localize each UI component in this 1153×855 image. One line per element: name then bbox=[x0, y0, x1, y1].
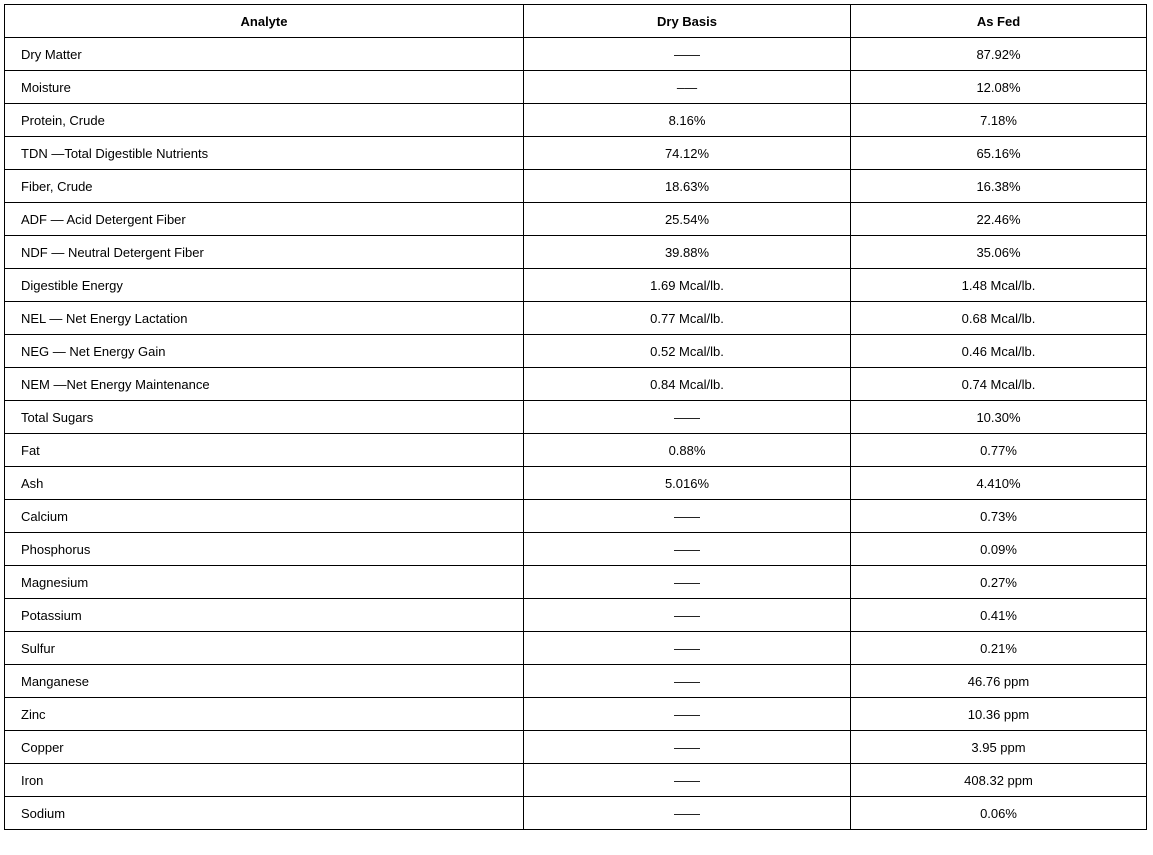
header-analyte: Analyte bbox=[5, 5, 524, 38]
analyte-cell: NDF — Neutral Detergent Fiber bbox=[5, 236, 524, 269]
table-row bbox=[5, 170, 1147, 203]
table-row bbox=[5, 632, 1147, 665]
dry-basis-cell: –— bbox=[524, 71, 851, 104]
table-row bbox=[5, 797, 1147, 830]
as-fed-cell: 16.38% bbox=[851, 170, 1147, 203]
table-row bbox=[5, 665, 1147, 698]
table-row bbox=[5, 137, 1147, 170]
dry-basis-cell: —— bbox=[524, 698, 851, 731]
analyte-cell: Total Sugars bbox=[5, 401, 524, 434]
analyte-cell: Ash bbox=[5, 467, 524, 500]
as-fed-cell: 1.48 Mcal/lb. bbox=[851, 269, 1147, 302]
analyte-cell: Dry Matter bbox=[5, 38, 524, 71]
analyte-cell: Sodium bbox=[5, 797, 524, 830]
dry-basis-cell: —— bbox=[524, 38, 851, 71]
as-fed-cell: 0.46 Mcal/lb. bbox=[851, 335, 1147, 368]
as-fed-cell: 4.410% bbox=[851, 467, 1147, 500]
as-fed-cell: 0.74 Mcal/lb. bbox=[851, 368, 1147, 401]
analyte-cell: TDN —Total Digestible Nutrients bbox=[5, 137, 524, 170]
header-dry-basis: Dry Basis bbox=[524, 5, 851, 38]
analyte-cell: NEL — Net Energy Lactation bbox=[5, 302, 524, 335]
as-fed-cell: 10.30% bbox=[851, 401, 1147, 434]
dry-basis-cell: 0.77 Mcal/lb. bbox=[524, 302, 851, 335]
table-row bbox=[5, 401, 1147, 434]
dry-basis-cell: 0.88% bbox=[524, 434, 851, 467]
table-row bbox=[5, 104, 1147, 137]
dry-basis-cell: 0.84 Mcal/lb. bbox=[524, 368, 851, 401]
as-fed-cell: 22.46% bbox=[851, 203, 1147, 236]
table-row bbox=[5, 236, 1147, 269]
analyte-cell: Digestible Energy bbox=[5, 269, 524, 302]
dry-basis-cell: —— bbox=[524, 731, 851, 764]
table-row bbox=[5, 764, 1147, 797]
table-row bbox=[5, 731, 1147, 764]
dry-basis-cell: —— bbox=[524, 566, 851, 599]
dry-basis-cell: —— bbox=[524, 599, 851, 632]
table-row bbox=[5, 434, 1147, 467]
dry-basis-cell: —— bbox=[524, 764, 851, 797]
as-fed-cell: 65.16% bbox=[851, 137, 1147, 170]
as-fed-cell: 35.06% bbox=[851, 236, 1147, 269]
dry-basis-cell: —— bbox=[524, 632, 851, 665]
analyte-cell: Calcium bbox=[5, 500, 524, 533]
as-fed-cell: 0.77% bbox=[851, 434, 1147, 467]
as-fed-cell: 0.73% bbox=[851, 500, 1147, 533]
as-fed-cell: 0.27% bbox=[851, 566, 1147, 599]
dry-basis-cell: 5.016% bbox=[524, 467, 851, 500]
table-row bbox=[5, 302, 1147, 335]
as-fed-cell: 0.06% bbox=[851, 797, 1147, 830]
analyte-cell: ADF — Acid Detergent Fiber bbox=[5, 203, 524, 236]
dry-basis-cell: —— bbox=[524, 665, 851, 698]
table-row bbox=[5, 467, 1147, 500]
table-row bbox=[5, 368, 1147, 401]
header-row bbox=[5, 5, 1147, 38]
dry-basis-cell: —— bbox=[524, 797, 851, 830]
as-fed-cell: 3.95 ppm bbox=[851, 731, 1147, 764]
table-row bbox=[5, 599, 1147, 632]
analyte-cell: Manganese bbox=[5, 665, 524, 698]
analyte-cell: NEG — Net Energy Gain bbox=[5, 335, 524, 368]
as-fed-cell: 0.21% bbox=[851, 632, 1147, 665]
table-row bbox=[5, 203, 1147, 236]
analyte-cell: Phosphorus bbox=[5, 533, 524, 566]
table-body bbox=[5, 38, 1147, 830]
table-row bbox=[5, 38, 1147, 71]
dry-basis-cell: —— bbox=[524, 500, 851, 533]
dry-basis-cell: —— bbox=[524, 533, 851, 566]
analyte-cell: Fiber, Crude bbox=[5, 170, 524, 203]
analyte-cell: NEM —Net Energy Maintenance bbox=[5, 368, 524, 401]
as-fed-cell: 87.92% bbox=[851, 38, 1147, 71]
dry-basis-cell: 39.88% bbox=[524, 236, 851, 269]
table-row bbox=[5, 533, 1147, 566]
as-fed-cell: 12.08% bbox=[851, 71, 1147, 104]
header-as-fed: As Fed bbox=[851, 5, 1147, 38]
as-fed-cell: 408.32 ppm bbox=[851, 764, 1147, 797]
analyte-cell: Fat bbox=[5, 434, 524, 467]
analyte-cell: Magnesium bbox=[5, 566, 524, 599]
analyte-cell: Protein, Crude bbox=[5, 104, 524, 137]
as-fed-cell: 0.09% bbox=[851, 533, 1147, 566]
analyte-cell: Potassium bbox=[5, 599, 524, 632]
analysis-table bbox=[4, 4, 1147, 830]
table-row bbox=[5, 269, 1147, 302]
as-fed-cell: 10.36 ppm bbox=[851, 698, 1147, 731]
as-fed-cell: 46.76 ppm bbox=[851, 665, 1147, 698]
analyte-cell: Copper bbox=[5, 731, 524, 764]
dry-basis-cell: 74.12% bbox=[524, 137, 851, 170]
dry-basis-cell: —— bbox=[524, 401, 851, 434]
table-row bbox=[5, 335, 1147, 368]
table-row bbox=[5, 698, 1147, 731]
dry-basis-cell: 1.69 Mcal/lb. bbox=[524, 269, 851, 302]
analyte-cell: Sulfur bbox=[5, 632, 524, 665]
dry-basis-cell: 0.52 Mcal/lb. bbox=[524, 335, 851, 368]
analyte-cell: Moisture bbox=[5, 71, 524, 104]
analyte-cell: Iron bbox=[5, 764, 524, 797]
table-row bbox=[5, 566, 1147, 599]
dry-basis-cell: 18.63% bbox=[524, 170, 851, 203]
as-fed-cell: 7.18% bbox=[851, 104, 1147, 137]
as-fed-cell: 0.41% bbox=[851, 599, 1147, 632]
as-fed-cell: 0.68 Mcal/lb. bbox=[851, 302, 1147, 335]
dry-basis-cell: 25.54% bbox=[524, 203, 851, 236]
table-row bbox=[5, 71, 1147, 104]
analyte-cell: Zinc bbox=[5, 698, 524, 731]
table-row bbox=[5, 500, 1147, 533]
dry-basis-cell: 8.16% bbox=[524, 104, 851, 137]
